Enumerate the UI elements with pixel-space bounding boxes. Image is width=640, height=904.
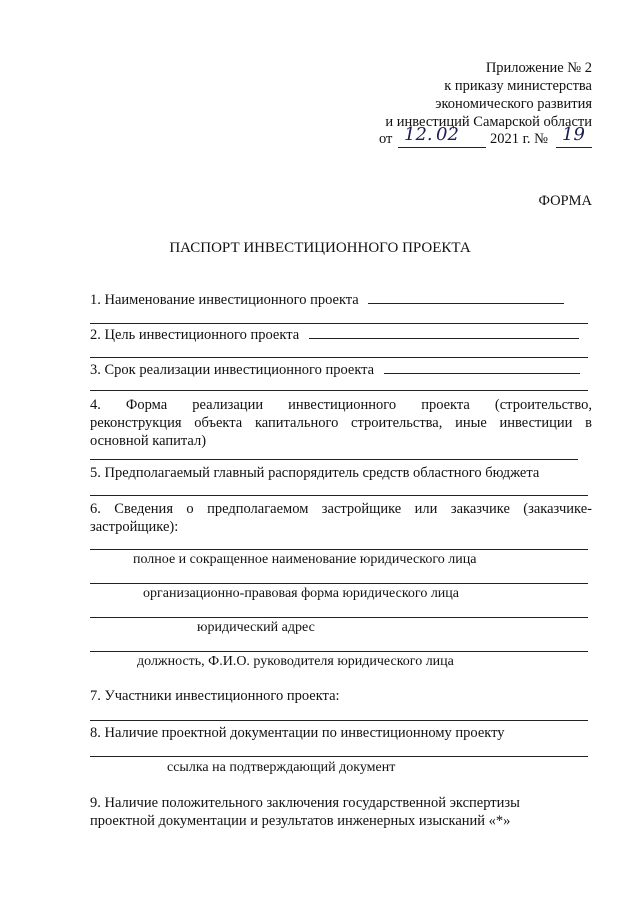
region-line: и инвестиций Самарской области	[385, 114, 592, 130]
date-year-label: 2021 г. №	[490, 131, 549, 147]
item-5-fill-line	[90, 495, 588, 496]
item-1-text: 1. Наименование инвестиционного проекта	[90, 292, 359, 308]
item-4-word-5: (строительство,	[494, 397, 592, 413]
item-1-extra-line	[90, 323, 588, 324]
item-2-text: 2. Цель инвестиционного проекта	[90, 327, 300, 343]
item-1-fill-line	[368, 291, 564, 304]
item-9-line-1: 9. Наличие положительного заключения государственной экспертизы	[90, 795, 520, 811]
item-2-label	[90, 326, 579, 344]
order-number-handwritten: 19	[562, 124, 585, 145]
item-3-label	[90, 361, 580, 379]
item-6-fill-line-2	[90, 583, 588, 584]
item-8-text: 8. Наличие проектной документации по инвестиционному проекту	[90, 725, 505, 741]
item-4-word-1: Форма	[125, 397, 168, 413]
item-6-note-address: юридический адрес	[197, 620, 315, 635]
item-2-extra-line	[90, 357, 588, 358]
item-4-line-1	[90, 397, 592, 414]
item-8-fill-line	[90, 756, 588, 757]
form-label: ФОРМА	[538, 193, 592, 209]
item-6-note-head: должность, Ф.И.О. руководителя юридического лица	[137, 654, 454, 669]
item-6-fill-line-3	[90, 617, 588, 618]
appendix-number: Приложение № 2	[485, 60, 592, 76]
item-2-fill-line	[309, 326, 579, 339]
item-4-line-2: реконструкция объекта капитального строительства, иные инвестиции в	[90, 415, 592, 431]
item-8-note: ссылка на подтверждающий документ	[167, 760, 396, 775]
ministry-line: экономического развития	[435, 96, 592, 112]
item-7-fill-line	[90, 720, 588, 721]
item-4-line-3: основной капитал)	[90, 433, 207, 449]
date-prefix: от	[379, 131, 393, 147]
item-3-text: 3. Срок реализации инвестиционного проекта	[90, 362, 375, 378]
item-4-word-2: реализации	[192, 397, 264, 413]
item-4-fill-line	[90, 459, 578, 460]
order-number-underline	[556, 147, 592, 148]
item-6-line-2: застройщике):	[90, 519, 179, 535]
item-3-fill-line	[384, 361, 580, 374]
order-reference-line: к приказу министерства	[444, 78, 592, 94]
item-7-text: 7. Участники инвестиционного проекта:	[90, 688, 340, 704]
item-5-text: 5. Предполагаемый главный распорядитель средств областного бюджета	[90, 465, 540, 481]
item-6-note-name: полное и сокращенное наименование юридического лица	[133, 552, 477, 567]
date-month-handwritten: 02	[436, 124, 459, 145]
item-6-fill-line-1	[90, 549, 588, 550]
item-3-extra-line	[90, 390, 588, 391]
item-4-word-4: проекта	[421, 397, 470, 413]
item-6-fill-line-4	[90, 651, 588, 652]
item-4-word-3: инвестиционного	[288, 397, 397, 413]
item-6-note-legal-form: организационно-правовая форма юридического лица	[143, 586, 460, 601]
date-underline	[398, 147, 486, 148]
page-title: ПАСПОРТ ИНВЕСТИЦИОННОГО ПРОЕКТА	[169, 240, 471, 256]
item-9-line-2: проектной документации и результатов инженерных изысканий «*»	[90, 813, 511, 829]
item-6-line-1: 6. Сведения о предполагаемом застройщике или заказчике (заказчике-	[90, 501, 592, 517]
date-day-handwritten: 12.	[404, 124, 433, 145]
item-1-label	[90, 291, 564, 309]
item-4-number: 4.	[90, 397, 101, 413]
